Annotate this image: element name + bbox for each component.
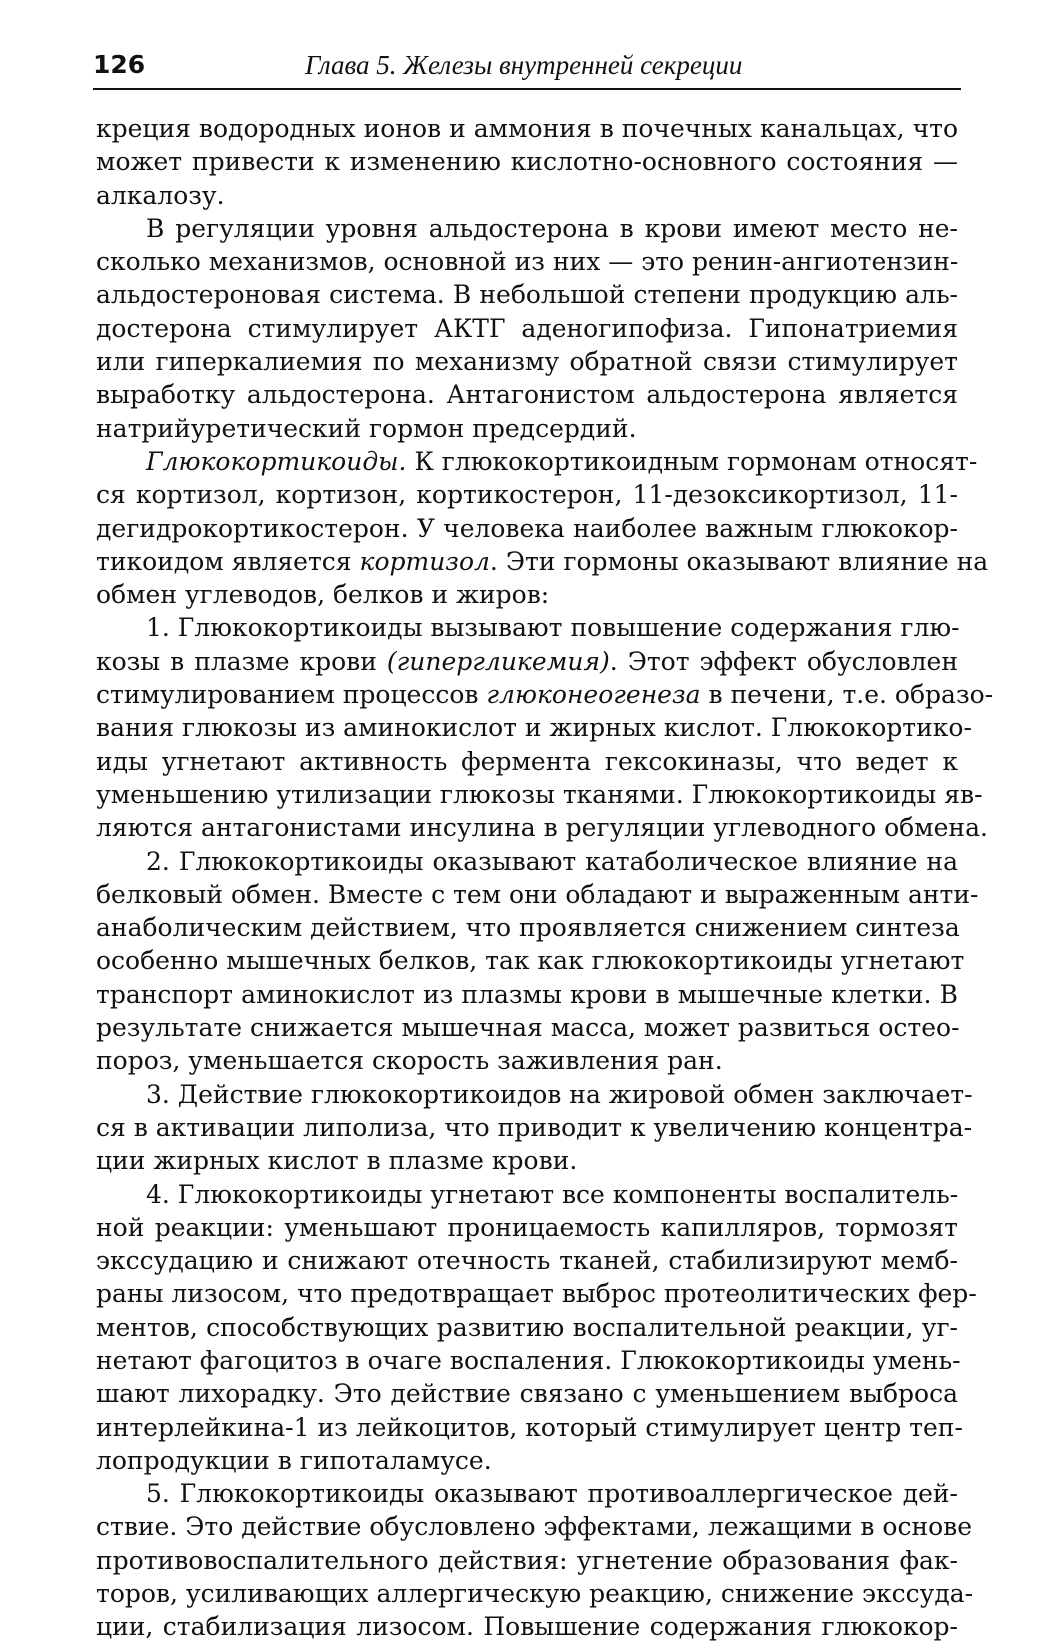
text-line [96, 179, 958, 212]
text-line [96, 1444, 958, 1477]
italic-term: Глюкокортикоиды. [146, 446, 407, 476]
text-line [96, 845, 958, 878]
text-line [96, 878, 979, 911]
text-line [96, 478, 958, 511]
text-line [96, 1510, 973, 1543]
page-number: 126 [93, 50, 146, 79]
text-run: натрийуретический гормон предсердий. [96, 413, 637, 443]
text-run: результате снижается мышечная масса, может развиться остео- [96, 1013, 960, 1043]
paragraph-aldosterone-regulation [96, 212, 958, 445]
text-line [96, 711, 972, 744]
italic-term: глюконеогенеза [486, 680, 701, 710]
text-line [96, 1078, 973, 1111]
text-run: нетают фагоцитоз в очаге воспаления. Глюкокортикоиды умень- [96, 1345, 961, 1375]
paragraph-item-1 [96, 611, 994, 844]
text-run: белковый обмен. Вместе с тем они обладают и выраженным анти- [96, 879, 979, 909]
text-line [96, 1477, 958, 1510]
text-line [96, 1244, 958, 1277]
text-line [96, 578, 958, 611]
text-run: уменьшению утилизации глюкозы тканями. Глюкокортикоиды яв- [96, 779, 983, 809]
text-line [96, 1577, 974, 1610]
text-run: . Эти гормоны оказывают влияние на [489, 546, 989, 576]
text-run: стимулированием процессов [96, 680, 487, 710]
chapter-title: Глава 5. Железы внутренней секреции [305, 50, 743, 80]
text-line [96, 512, 958, 545]
text-run: вания глюкозы из аминокислот и жирных кислот. Глюкокортико- [96, 713, 972, 743]
text-run: алкалозу. [96, 180, 225, 210]
text-run: экссудацию и снижают отечность тканей, стабилизируют мемб- [96, 1246, 958, 1276]
text-line [96, 412, 958, 445]
text-run: ствие. Это действие обусловлено эффектами, лежащими в основе [96, 1512, 973, 1542]
text-run: пороз, уменьшается скорость заживления ран. [96, 1046, 723, 1076]
text-run: 4. Глюкокортикоиды угнетают все компоненты воспалитель- [146, 1179, 959, 1209]
text-line [96, 978, 958, 1011]
text-run: ментов, способствующих развитию воспалительной реакции, уг- [96, 1312, 958, 1342]
text-run: ной реакции: уменьшают проницаемость капилляров, тормозят [96, 1212, 958, 1242]
text-line [96, 1344, 961, 1377]
text-run: тикоидом является [96, 546, 360, 576]
text-line [96, 445, 978, 478]
text-line [96, 611, 958, 644]
text-run: раны лизосом, что предотвращает выброс протеолитических фер- [96, 1279, 977, 1309]
text-line [96, 1311, 958, 1344]
text-run: креция водородных ионов и аммония в почечных канальцах, что [96, 114, 958, 143]
text-run: ся в активации липолиза, что приводит к увеличению концентра- [96, 1112, 973, 1142]
paragraph-item-3 [96, 1078, 973, 1178]
text-run: козы в плазме крови [96, 646, 387, 676]
text-line [96, 312, 958, 345]
italic-term: кортизол [359, 546, 490, 576]
text-run: В регуляции уровня альдостерона в крови имеют место не- [146, 213, 958, 243]
text-run: обмен углеводов, белков и жиров: [96, 580, 550, 610]
text-run: интерлейкина-1 из лейкоцитов, который стимулирует центр теп- [96, 1412, 963, 1442]
text-line [96, 944, 965, 977]
text-line [96, 1544, 958, 1577]
text-run: альдостероновая система. В небольшой степени продукцию аль- [96, 280, 958, 310]
running-head [93, 46, 961, 90]
text-run: К глюкокортикоидным гормонам относят- [406, 446, 978, 476]
text-run: 5. Глюкокортикоиды оказывают противоаллергическое дей- [146, 1479, 958, 1509]
text-line [96, 745, 958, 778]
text-line [96, 1411, 963, 1444]
text-line [96, 678, 994, 711]
body-text [96, 112, 994, 1644]
text-run: шают лихорадку. Это действие связано с уменьшением выброса [96, 1379, 958, 1409]
paragraph-item-4 [96, 1178, 977, 1478]
text-run: может привести к изменению кислотно-основного состояния — [96, 147, 958, 177]
text-line [96, 1178, 958, 1211]
text-run: 2. Глюкокортикоиды оказывают катаболическое влияние на [146, 846, 958, 876]
text-run: достерона стимулирует АКТГ аденогипофиза. Гипонатриемия [96, 313, 958, 343]
paragraph-alkalosis [96, 112, 958, 212]
text-line [96, 378, 958, 411]
text-run: ции жирных кислот в плазме крови. [96, 1146, 578, 1176]
text-run: анаболическим действием, что проявляется снижением синтеза [96, 913, 960, 943]
text-line [96, 1211, 958, 1244]
text-line [96, 778, 983, 811]
text-line [96, 278, 958, 311]
text-run: лопродукции в гипоталамусе. [96, 1445, 492, 1475]
text-run: ляются антагонистами инсулина в регуляции углеводного обмена. [96, 813, 988, 843]
italic-term: (гипергликемия) [386, 646, 610, 676]
text-line [96, 1011, 958, 1044]
paragraph-item-5 [96, 1477, 974, 1643]
text-run: иды угнетают активность фермента гексокиназы, что ведет к [96, 746, 958, 776]
text-line [96, 1377, 958, 1410]
text-run: 1. Глюкокортикоиды вызывают повышение содержания глю- [146, 613, 960, 643]
text-line [96, 1111, 973, 1144]
text-line [96, 1610, 958, 1643]
text-run: или гиперкалиемия по механизму обратной связи стимулирует [96, 347, 958, 377]
text-run: ся кортизол, кортизон, кортикостерон, 11-дезоксикортизол, 11- [96, 480, 958, 510]
text-line [96, 1144, 958, 1177]
text-line [96, 1044, 958, 1077]
text-run: особенно мышечных белков, так как глюкокортикоиды угнетают [96, 946, 965, 976]
text-run: дегидрокортикостерон. У человека наиболее важным глюкокор- [96, 513, 958, 543]
text-run: сколько механизмов, основной из них — это ренин-ангиотензин- [96, 247, 959, 277]
text-run: выработку альдостерона. Антагонистом альдостерона является [96, 380, 958, 410]
text-run: в печени, т.е. образо- [700, 680, 994, 710]
text-run: противовоспалительного действия: угнетение образования фак- [96, 1545, 958, 1575]
text-run: ции, стабилизация лизосом. Повышение содержания глюкокор- [96, 1612, 958, 1642]
text-line [96, 112, 958, 145]
text-line [96, 911, 958, 944]
text-run: 3. Действие глюкокортикоидов на жировой обмен заключает- [146, 1079, 973, 1109]
text-line [96, 811, 988, 844]
text-line [96, 645, 958, 678]
paragraph-glucocorticoids [96, 445, 989, 611]
text-line [96, 345, 958, 378]
text-run: торов, усиливающих аллергическую реакцию, снижение экссуда- [96, 1579, 974, 1609]
text-line [96, 1277, 977, 1310]
text-line [96, 245, 958, 278]
text-line [96, 145, 958, 178]
paragraph-item-2 [96, 845, 979, 1078]
text-line [96, 212, 958, 245]
text-run: транспорт аминокислот из плазмы крови в мышечные клетки. В [96, 979, 958, 1009]
text-line [96, 545, 989, 578]
text-run: . Этот эффект обусловлен [609, 646, 958, 676]
